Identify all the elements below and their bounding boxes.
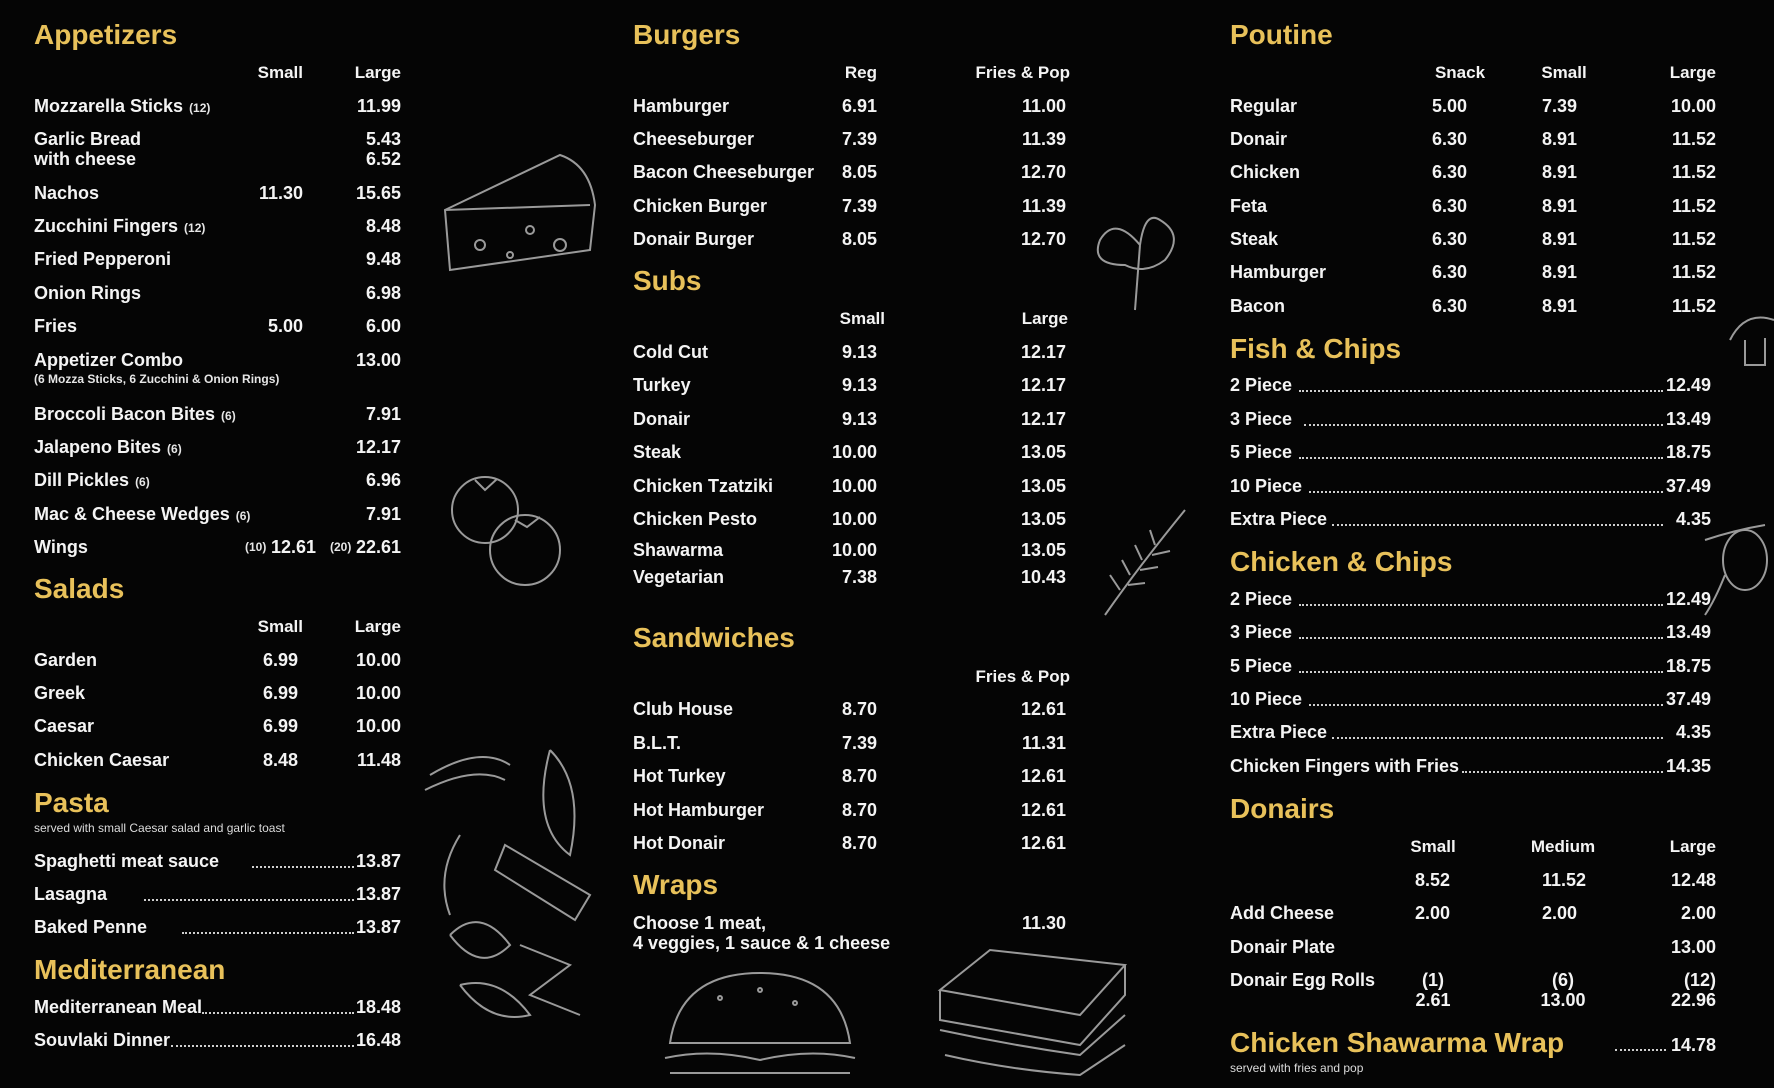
price-small: 2.61 bbox=[1415, 990, 1451, 1010]
price-small: 2.00 bbox=[1415, 903, 1451, 923]
menu-item-name: Add Cheese bbox=[1230, 903, 1335, 923]
menu-item-name: Onion Rings bbox=[34, 283, 141, 303]
menu-item-name: 3 Piece bbox=[1230, 409, 1293, 429]
menu-item-name: Chicken Burger bbox=[633, 196, 768, 216]
price-large: 10.00 bbox=[355, 683, 401, 703]
price-regular: 8.70 bbox=[841, 766, 877, 786]
menu-item-name: Donair Plate bbox=[1230, 937, 1336, 957]
item-quantity: (6) bbox=[167, 442, 182, 456]
column-header-small: Small bbox=[257, 63, 303, 82]
menu-item-name: Baked Penne bbox=[34, 917, 148, 937]
column-header-snack: Snack bbox=[1434, 63, 1486, 82]
dot-leader bbox=[144, 899, 354, 901]
price-small: 5.00 bbox=[267, 316, 303, 336]
price-snack: 6.30 bbox=[1432, 262, 1468, 282]
price: 13.49 bbox=[1665, 409, 1711, 429]
menu-item-name: Cheeseburger bbox=[633, 129, 755, 149]
menu-item-name: Dill Pickles (6) bbox=[34, 470, 150, 490]
price-small: 9.13 bbox=[841, 342, 877, 362]
section-title-wraps: Wraps bbox=[633, 869, 719, 900]
price-fries-pop: 12.61 bbox=[1020, 699, 1066, 719]
menu-item-name: Spaghetti meat sauce bbox=[34, 851, 220, 871]
item-quantity: (6) bbox=[1552, 970, 1574, 990]
column-header-large: Large bbox=[1021, 309, 1068, 328]
section-note: served with fries and pop bbox=[1230, 1061, 1364, 1075]
pasta-icon bbox=[420, 745, 600, 1025]
dot-leader bbox=[1615, 1049, 1666, 1051]
menu-item-name: Mozzarella Sticks (12) bbox=[34, 96, 211, 116]
section-title-chicken-chips: Chicken & Chips bbox=[1230, 546, 1453, 577]
price-regular: 8.70 bbox=[841, 699, 877, 719]
section-title-donairs: Donairs bbox=[1230, 793, 1335, 824]
menu-item-name: Garlic Bread bbox=[34, 129, 142, 149]
item-quantity: (6) bbox=[235, 509, 251, 523]
price-large: 11.52 bbox=[1671, 162, 1716, 182]
price-fries-pop: 12.61 bbox=[1020, 833, 1066, 853]
price-large: 22.96 bbox=[1670, 990, 1716, 1010]
column-header-medium: Medium bbox=[1530, 837, 1596, 856]
price-regular: 8.05 bbox=[841, 162, 877, 182]
price: 4.35 bbox=[1675, 509, 1711, 529]
menu-item-name: Chicken Fingers with Fries bbox=[1230, 756, 1460, 776]
price-small: 7.38 bbox=[841, 567, 877, 587]
section-title-shawarma-wrap: Chicken Shawarma Wrap bbox=[1230, 1027, 1565, 1058]
price-medium: 2.00 bbox=[1542, 903, 1578, 923]
price-small: 9.13 bbox=[841, 375, 877, 395]
dot-leader bbox=[1309, 491, 1663, 493]
menu-item-name: Hamburger bbox=[1230, 262, 1327, 282]
price-small: 10.00 bbox=[831, 540, 877, 560]
price-large: 2.00 bbox=[1680, 903, 1716, 923]
price-small: 9.13 bbox=[841, 409, 877, 429]
menu-item-name: Club House bbox=[633, 699, 734, 719]
price-large: 8.48 bbox=[365, 216, 401, 236]
price-snack: 5.00 bbox=[1432, 96, 1468, 116]
price-large: 11.52 bbox=[1671, 262, 1716, 282]
menu-item-description: (6 Mozza Sticks, 6 Zucchini & Onion Rings) bbox=[34, 372, 280, 386]
menu-item-name: Fries bbox=[34, 316, 78, 336]
menu-item-name: Vegetarian bbox=[633, 567, 725, 587]
price-wings-20: 22.61 bbox=[355, 537, 401, 557]
price-large: 11.52 bbox=[1671, 296, 1716, 316]
menu-item-name-line2: with cheese bbox=[34, 149, 137, 169]
menu-item-name: Fried Pepperoni bbox=[34, 249, 172, 269]
menu-item-name: Hot Donair bbox=[633, 833, 725, 853]
section-note: served with small Caesar salad and garlic toast bbox=[34, 821, 285, 835]
price-large: 11.99 bbox=[356, 96, 401, 116]
item-quantity: (12) bbox=[1683, 970, 1716, 990]
menu-item-name: Chicken Caesar bbox=[34, 750, 170, 770]
menu-item-name: Donair bbox=[1230, 129, 1288, 149]
menu-item-name: Zucchini Fingers (12) bbox=[34, 216, 206, 236]
menu-item-name: Bacon bbox=[1230, 296, 1286, 316]
column-header-small: Small bbox=[1410, 837, 1456, 856]
price: 16.48 bbox=[355, 1030, 401, 1050]
price-small: 7.39 bbox=[1542, 96, 1578, 116]
column-header-fries-pop: Fries & Pop bbox=[975, 667, 1070, 686]
column-header-large: Large bbox=[1669, 63, 1716, 82]
menu-item-name: 5 Piece bbox=[1230, 442, 1293, 462]
price-fries-pop: 11.39 bbox=[1021, 129, 1066, 149]
price-small: 8.52 bbox=[1415, 870, 1451, 890]
menu-item-name: Wings bbox=[34, 537, 88, 557]
price-regular: 6.91 bbox=[841, 96, 877, 116]
tomatoes-icon bbox=[445, 465, 570, 590]
price: 18.75 bbox=[1665, 442, 1711, 462]
price: 13.87 bbox=[355, 884, 401, 904]
price-small: 10.00 bbox=[831, 476, 877, 496]
price-large: 12.17 bbox=[1020, 409, 1066, 429]
menu-item-name: Mediterranean Meal bbox=[34, 997, 203, 1017]
price: 18.48 bbox=[355, 997, 401, 1017]
menu-item-name: Broccoli Bacon Bites (6) bbox=[34, 404, 236, 424]
price: 13.87 bbox=[355, 917, 401, 937]
price-regular: 8.05 bbox=[841, 229, 877, 249]
section-title-sandwiches: Sandwiches bbox=[633, 622, 795, 653]
price-fries-pop: 12.70 bbox=[1020, 162, 1066, 182]
section-title-fish-chips: Fish & Chips bbox=[1230, 333, 1402, 364]
wrap-description-line2: 4 veggies, 1 sauce & 1 cheese bbox=[633, 933, 891, 953]
menu-item-name: Chicken Tzatziki bbox=[633, 476, 774, 496]
menu-item-name: Donair Burger bbox=[633, 229, 755, 249]
price-wings-10: 12.61 bbox=[270, 537, 316, 557]
price-large: 13.00 bbox=[1670, 937, 1716, 957]
price-large: 12.17 bbox=[1020, 342, 1066, 362]
price-medium: 13.00 bbox=[1540, 990, 1586, 1010]
dot-leader bbox=[1299, 390, 1663, 392]
price-large: 6.98 bbox=[365, 283, 401, 303]
menu-item-name: Donair bbox=[633, 409, 691, 429]
price-small: 6.99 bbox=[262, 683, 298, 703]
price-large: 11.48 bbox=[356, 750, 401, 770]
price-large: 10.00 bbox=[355, 716, 401, 736]
wrap-description: Choose 1 meat, bbox=[633, 913, 767, 933]
menu-item-name: Caesar bbox=[34, 716, 95, 736]
menu-item-name: Nachos bbox=[34, 183, 100, 203]
dot-leader bbox=[182, 932, 354, 934]
price-large: 5.43 bbox=[365, 129, 401, 149]
price: 13.49 bbox=[1665, 622, 1711, 642]
price-large: 6.00 bbox=[365, 316, 401, 336]
price-large: 12.17 bbox=[1020, 375, 1066, 395]
price-small: 8.91 bbox=[1542, 196, 1578, 216]
price-small: 8.91 bbox=[1542, 296, 1578, 316]
menu-item-name: Lasagna bbox=[34, 884, 108, 904]
cheese-icon bbox=[440, 150, 600, 275]
menu-item-name: Chicken Pesto bbox=[633, 509, 758, 529]
dot-leader bbox=[171, 1045, 354, 1047]
dot-leader bbox=[1299, 637, 1663, 639]
section-title-burgers: Burgers bbox=[633, 19, 741, 50]
price-fries-pop: 12.70 bbox=[1020, 229, 1066, 249]
section-title-salads: Salads bbox=[34, 573, 125, 604]
price-large: 7.91 bbox=[365, 404, 401, 424]
item-quantity: (10) bbox=[245, 540, 267, 554]
price: 37.49 bbox=[1665, 689, 1711, 709]
rosemary-icon bbox=[1100, 505, 1190, 620]
price-large: 11.52 bbox=[1671, 129, 1716, 149]
sandwich-icon bbox=[930, 945, 1135, 1085]
column-header-small: Small bbox=[257, 617, 303, 636]
menu-item-name: 10 Piece bbox=[1230, 689, 1303, 709]
price-large: 13.05 bbox=[1020, 540, 1066, 560]
column-header-fries-pop: Fries & Pop bbox=[975, 63, 1070, 82]
dot-leader bbox=[1462, 771, 1663, 773]
price-large: 6.96 bbox=[365, 470, 401, 490]
price: 37.49 bbox=[1665, 476, 1711, 496]
item-quantity: (1) bbox=[1422, 970, 1444, 990]
dot-leader bbox=[252, 866, 354, 868]
price-large: 10.00 bbox=[355, 650, 401, 670]
price-small: 11.30 bbox=[258, 183, 303, 203]
menu-item-name: Souvlaki Dinner bbox=[34, 1030, 171, 1050]
price-regular: 7.39 bbox=[841, 733, 877, 753]
price-small: 10.00 bbox=[831, 509, 877, 529]
price-fries-pop: 11.31 bbox=[1021, 733, 1066, 753]
price-large: 15.65 bbox=[355, 183, 401, 203]
column-header-small: Small bbox=[839, 309, 885, 328]
section-title-poutine: Poutine bbox=[1230, 19, 1333, 50]
price: 14.35 bbox=[1665, 756, 1711, 776]
item-quantity: (6) bbox=[221, 409, 236, 423]
menu-item-name: 2 Piece bbox=[1230, 589, 1293, 609]
price-large: 13.00 bbox=[355, 350, 401, 370]
menu-item-name: Turkey bbox=[633, 375, 691, 395]
olive-icon bbox=[1695, 520, 1774, 620]
column-header-large: Large bbox=[354, 617, 401, 636]
item-quantity: (20) bbox=[330, 540, 352, 554]
menu-item-name: Feta bbox=[1230, 196, 1268, 216]
menu-item-name: Hot Turkey bbox=[633, 766, 726, 786]
menu-item-name: 10 Piece bbox=[1230, 476, 1303, 496]
menu-item-name: B.L.T. bbox=[633, 733, 681, 753]
section-title-pasta: Pasta bbox=[34, 787, 109, 818]
menu-item-name: Donair Egg Rolls bbox=[1230, 970, 1376, 990]
price: 12.49 bbox=[1665, 589, 1711, 609]
menu-item-name: Bacon Cheeseburger bbox=[633, 162, 815, 182]
menu-item-name: Cold Cut bbox=[633, 342, 708, 362]
section-title-subs: Subs bbox=[633, 265, 702, 296]
burger-icon bbox=[660, 968, 860, 1088]
price: 14.78 bbox=[1670, 1035, 1716, 1055]
menu-item-name: Hot Hamburger bbox=[633, 800, 765, 820]
price-snack: 6.30 bbox=[1432, 129, 1468, 149]
price: 18.75 bbox=[1665, 656, 1711, 676]
mushroom-icon bbox=[1725, 310, 1774, 370]
menu-item-name: Shawarma bbox=[633, 540, 724, 560]
price-snack: 6.30 bbox=[1432, 296, 1468, 316]
column-header-small: Small bbox=[1541, 63, 1587, 82]
section-title-mediterranean: Mediterranean bbox=[34, 954, 226, 985]
menu-item-name: Extra Piece bbox=[1230, 722, 1328, 742]
price-medium: 11.52 bbox=[1542, 870, 1587, 890]
dot-leader bbox=[1304, 424, 1663, 426]
price-small: 8.91 bbox=[1542, 262, 1578, 282]
menu-item-name: 5 Piece bbox=[1230, 656, 1293, 676]
price: 12.49 bbox=[1665, 375, 1711, 395]
price-fries-pop: 11.00 bbox=[1021, 96, 1066, 116]
price-large: 13.05 bbox=[1020, 476, 1066, 496]
price-large-with-cheese: 6.52 bbox=[365, 149, 401, 169]
menu-item-name: Hamburger bbox=[633, 96, 730, 116]
price-large: 10.00 bbox=[1670, 96, 1716, 116]
menu-item-name: Extra Piece bbox=[1230, 509, 1328, 529]
price-large: 7.91 bbox=[365, 504, 401, 524]
price-large: 9.48 bbox=[365, 249, 401, 269]
price-small: 8.91 bbox=[1542, 129, 1578, 149]
dot-leader bbox=[202, 1012, 354, 1014]
item-quantity: (6) bbox=[135, 475, 150, 489]
price-small: 8.91 bbox=[1542, 162, 1578, 182]
menu-item-name: 2 Piece bbox=[1230, 375, 1293, 395]
price-large: 13.05 bbox=[1020, 509, 1066, 529]
dot-leader bbox=[1332, 524, 1663, 526]
price-fries-pop: 12.61 bbox=[1020, 800, 1066, 820]
price: 11.30 bbox=[1021, 913, 1066, 933]
price-small: 8.91 bbox=[1542, 229, 1578, 249]
menu-item-name: Greek bbox=[34, 683, 86, 703]
menu-item-name: Steak bbox=[1230, 229, 1279, 249]
column-header-reg: Reg bbox=[844, 63, 877, 82]
price-large: 12.17 bbox=[355, 437, 401, 457]
dot-leader bbox=[1299, 671, 1663, 673]
column-header-large: Large bbox=[354, 63, 401, 82]
section-title-appetizers: Appetizers bbox=[34, 19, 178, 50]
price: 4.35 bbox=[1675, 722, 1711, 742]
dot-leader bbox=[1299, 604, 1663, 606]
price-regular: 8.70 bbox=[841, 833, 877, 853]
price-fries-pop: 12.61 bbox=[1020, 766, 1066, 786]
price-large: 12.48 bbox=[1670, 870, 1716, 890]
price-fries-pop: 11.39 bbox=[1021, 196, 1066, 216]
dot-leader bbox=[1299, 457, 1663, 459]
price-snack: 6.30 bbox=[1432, 196, 1468, 216]
price-regular: 7.39 bbox=[841, 129, 877, 149]
price-large: 10.43 bbox=[1020, 567, 1066, 587]
column-header-large: Large bbox=[1669, 837, 1716, 856]
price-large: 11.52 bbox=[1671, 196, 1716, 216]
menu-item-name: Jalapeno Bites (6) bbox=[34, 437, 182, 457]
menu-item-name: Garden bbox=[34, 650, 98, 670]
menu-item-name: Mac & Cheese Wedges (6) bbox=[34, 504, 251, 524]
price-regular: 8.70 bbox=[841, 800, 877, 820]
item-quantity: (12) bbox=[184, 221, 206, 235]
item-quantity: (12) bbox=[189, 101, 211, 115]
price-large: 11.52 bbox=[1671, 229, 1716, 249]
menu-item-name: Regular bbox=[1230, 96, 1298, 116]
menu-item-name: Steak bbox=[633, 442, 682, 462]
price-small: 8.48 bbox=[262, 750, 298, 770]
menu-item-name: Chicken bbox=[1230, 162, 1301, 182]
menu-item-name: 3 Piece bbox=[1230, 622, 1293, 642]
price-snack: 6.30 bbox=[1432, 229, 1468, 249]
price-large: 13.05 bbox=[1020, 442, 1066, 462]
dot-leader bbox=[1332, 737, 1663, 739]
parsley-icon bbox=[1085, 205, 1190, 315]
price-small: 10.00 bbox=[831, 442, 877, 462]
price: 13.87 bbox=[355, 851, 401, 871]
price-small: 6.99 bbox=[262, 716, 298, 736]
price-regular: 7.39 bbox=[841, 196, 877, 216]
menu-item-name: Appetizer Combo bbox=[34, 350, 184, 370]
price-small: 6.99 bbox=[262, 650, 298, 670]
price-snack: 6.30 bbox=[1432, 162, 1468, 182]
dot-leader bbox=[1309, 704, 1663, 706]
